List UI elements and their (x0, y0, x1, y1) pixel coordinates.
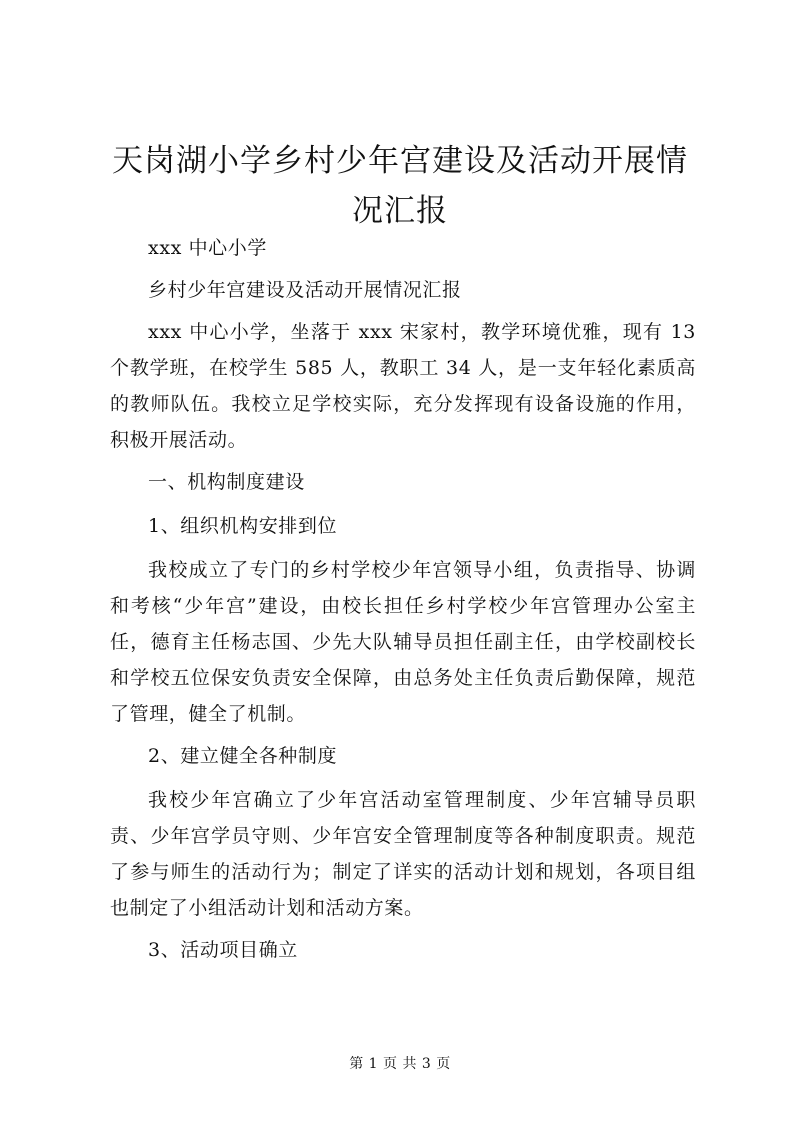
section-heading-organization: 一、机构制度建设 (148, 471, 305, 493)
subheading-organization-structure: 1、组织机构安排到位 (148, 515, 338, 537)
paragraph-school-name: xxx 中心小学 (148, 237, 267, 259)
paragraph-school-intro: xxx 中心小学，坐落于 xxx 宋家村，教学环境优雅，现有 13 个教学班，在校学生 585 人，教职工 34 人，是一支年轻化素质高的教师队伍。我校立足学校实际，充分发挥现有设备设施的作用，积极开展活动。 (110, 321, 696, 451)
document-body (110, 230, 696, 976)
subheading-activity-projects: 3、活动项目确立 (148, 939, 298, 961)
paragraph-report-subtitle: 乡村少年宫建设及活动开展情况汇报 (148, 279, 462, 301)
subheading-rules-system: 2、建立健全各种制度 (148, 745, 338, 767)
paragraph-leadership-group: 我校成立了专门的乡村学校少年宫领导小组，负责指导、协调和考核“少年宫”建设，由校长担任乡村学校少年宫管理办公室主任，德育主任杨志国、少先大队辅导员担任副主任，由学校副校长和学校五位保安负责安全保障，由总务处主任负责后勤保障，规范了管理，健全了机制。 (110, 559, 696, 725)
paragraph-rules-description: 我校少年宫确立了少年宫活动室管理制度、少年宫辅导员职责、少年宫学员守则、少年宫安全管理制度等各种制度职责。规范了参与师生的活动行为；制定了详实的活动计划和规划，各项目组也制定了小组活动计划和活动方案。 (110, 789, 696, 919)
document-title: 天岗湖小学乡村少年宫建设及活动开展情况汇报 (112, 143, 688, 229)
page-footer: 第 1 页 共 3 页 (349, 1056, 451, 1072)
